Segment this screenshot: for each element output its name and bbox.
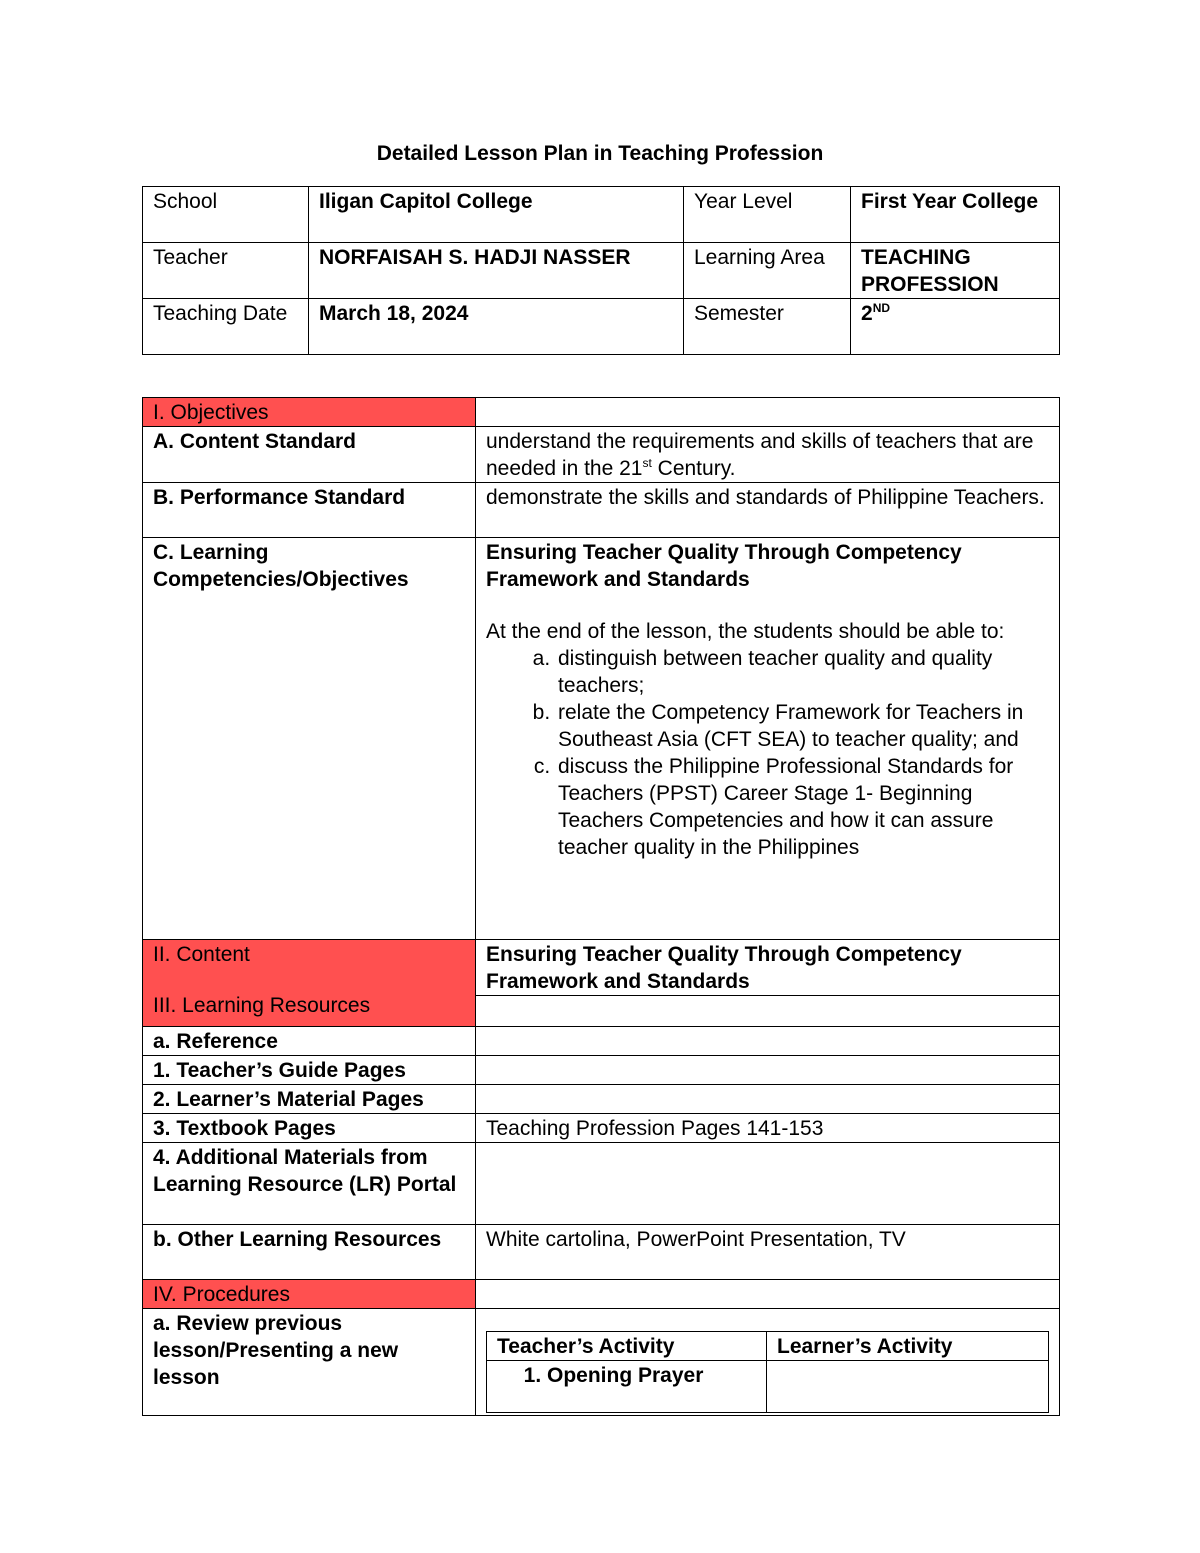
procedures-row — [143, 1280, 1060, 1309]
activity-table — [486, 1331, 1049, 1413]
learning-resources-empty-cell — [476, 996, 1060, 1027]
competencies-intro: At the end of the lesson, the students should be able to: — [486, 620, 1005, 643]
objectives-heading: I. Objectives — [143, 398, 476, 427]
other-resources-label: b. Other Learning Resources — [143, 1225, 476, 1280]
review-label: a. Review previous lesson/Presenting a new lesson — [143, 1309, 476, 1416]
additional-materials-empty-cell — [476, 1143, 1060, 1225]
activity-steps-list — [497, 1362, 756, 1389]
teacher-activity-cell — [487, 1361, 767, 1413]
content-standard-text: understand the requirements and skills of teachers that are needed in the 21 — [486, 430, 1034, 480]
learners-material-empty-cell — [476, 1085, 1060, 1114]
semester-value — [851, 299, 1060, 355]
objective-item: a. distinguish between teacher quality and quality teachers; — [556, 645, 1049, 699]
performance-standard-row — [143, 483, 1060, 538]
competencies-label: C. Learning Competencies/Objectives — [143, 538, 476, 940]
info-row-date — [143, 299, 1060, 355]
activity-step: 1. Opening Prayer — [547, 1362, 756, 1389]
activity-header-row — [487, 1332, 1049, 1361]
performance-standard-value: demonstrate the skills and standards of Philippine Teachers. — [476, 483, 1060, 538]
objectives-empty-cell — [476, 398, 1060, 427]
teaching-date-value: March 18, 2024 — [309, 299, 684, 355]
content-standard-value — [476, 427, 1060, 483]
textbook-label: 3. Textbook Pages — [143, 1114, 476, 1143]
objective-item: b. relate the Competency Framework for Teachers in Southeast Asia (CFT SEA) to teacher quality; and — [556, 699, 1049, 753]
other-resources-row — [143, 1225, 1060, 1280]
content-resources-heading-cell — [143, 940, 476, 1027]
semester-suffix: ND — [872, 301, 891, 315]
textbook-row — [143, 1114, 1060, 1143]
learners-material-label: 2. Learner’s Material Pages — [143, 1085, 476, 1114]
lesson-info-table — [142, 186, 1060, 355]
lesson-plan-table — [142, 397, 1060, 1416]
textbook-value: Teaching Profession Pages 141-153 — [476, 1114, 1060, 1143]
teaching-date-label: Teaching Date — [143, 299, 309, 355]
content-standard-text-end: Century. — [651, 457, 736, 480]
competencies-title: Ensuring Teacher Quality Through Competency Framework and Standards — [486, 541, 962, 591]
page-title: Detailed Lesson Plan in Teaching Profession — [376, 142, 824, 165]
year-level-label: Year Level — [684, 187, 851, 243]
teacher-activity-header: Teacher’s Activity — [487, 1332, 767, 1361]
teacher-value: NORFAISAH S. HADJI NASSER — [309, 243, 684, 299]
reference-row — [143, 1027, 1060, 1056]
school-label: School — [143, 187, 309, 243]
content-heading: II. Content — [153, 943, 250, 966]
learner-activity-cell — [767, 1361, 1049, 1413]
additional-materials-row — [143, 1143, 1060, 1225]
learning-area-value: TEACHING PROFESSION — [851, 243, 1060, 299]
competencies-cell — [476, 538, 1060, 940]
additional-materials-label: 4. Additional Materials from Learning Resource (LR) Portal — [143, 1143, 476, 1225]
content-standard-row — [143, 427, 1060, 483]
procedures-empty-cell — [476, 1280, 1060, 1309]
info-row-teacher — [143, 243, 1060, 299]
content-standard-ordinal: st — [642, 456, 652, 470]
semester-number: 2 — [861, 302, 873, 325]
learning-area-label: Learning Area — [684, 243, 851, 299]
objective-item: c. discuss the Philippine Professional Standards for Teachers (PPST) Career Stage 1- Beginning Teachers Competencies and how it can assure teacher quality in the Philippines — [556, 753, 1049, 861]
learners-material-row — [143, 1085, 1060, 1114]
review-row — [143, 1309, 1060, 1416]
teacher-label: Teacher — [143, 243, 309, 299]
procedures-heading: IV. Procedures — [143, 1280, 476, 1309]
activity-cell — [476, 1309, 1060, 1416]
school-value: Iligan Capitol College — [309, 187, 684, 243]
content-row — [143, 940, 1060, 996]
activity-row — [487, 1361, 1049, 1413]
teachers-guide-empty-cell — [476, 1056, 1060, 1085]
competencies-row — [143, 538, 1060, 940]
learner-activity-header: Learner’s Activity — [767, 1332, 1049, 1361]
info-row-school — [143, 187, 1060, 243]
teachers-guide-label: 1. Teacher’s Guide Pages — [143, 1056, 476, 1085]
reference-empty-cell — [476, 1027, 1060, 1056]
content-standard-label: A. Content Standard — [143, 427, 476, 483]
objectives-row — [143, 398, 1060, 427]
other-resources-value: White cartolina, PowerPoint Presentation, TV — [476, 1225, 1060, 1280]
performance-standard-label: B. Performance Standard — [143, 483, 476, 538]
semester-label: Semester — [684, 299, 851, 355]
content-value: Ensuring Teacher Quality Through Competency Framework and Standards — [476, 940, 1060, 996]
year-level-value: First Year College — [851, 187, 1060, 243]
objectives-list — [486, 645, 1049, 861]
learning-resources-heading: III. Learning Resources — [153, 994, 371, 1017]
reference-label: a. Reference — [143, 1027, 476, 1056]
teachers-guide-row — [143, 1056, 1060, 1085]
